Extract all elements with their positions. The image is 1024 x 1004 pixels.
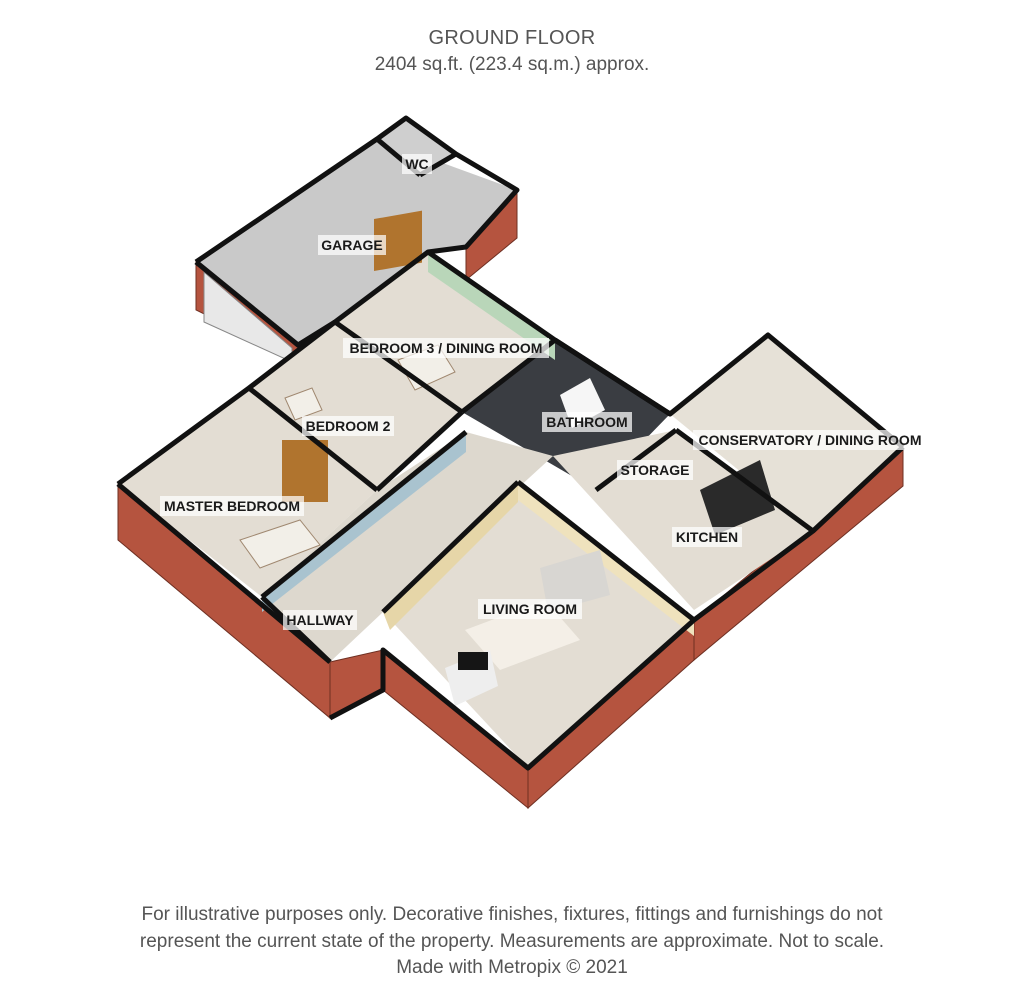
disclaimer-line-2: represent the current state of the property. Measurements are approximate. Not to scale. [139, 930, 885, 952]
floor-title: GROUND FLOOR [428, 27, 596, 49]
disclaimer-line-1: For illustrative purposes only. Decorative finishes, fixtures, fittings and furnishings do not [141, 904, 883, 925]
svg-text:BEDROOM 2: BEDROOM 2 [305, 418, 391, 434]
bathroom-label [542, 412, 632, 432]
bedroom3-label [343, 338, 549, 358]
svg-text:BATHROOM: BATHROOM [546, 414, 628, 430]
disclaimer [0, 902, 1024, 982]
svg-text:BEDROOM 3 / DINING ROOM: BEDROOM 3 / DINING ROOM [349, 340, 543, 356]
copyright: Made with Metropix © 2021 [396, 957, 628, 978]
svg-text:WC: WC [405, 156, 429, 172]
svg-text:STORAGE: STORAGE [620, 462, 690, 478]
svg-text:LIVING ROOM: LIVING ROOM [482, 601, 578, 617]
svg-text:KITCHEN: KITCHEN [675, 529, 739, 545]
bedroom2-label [302, 416, 394, 436]
svg-text:HALLWAY: HALLWAY [286, 612, 354, 628]
master-bedroom-label [160, 496, 304, 516]
wc-label [402, 154, 432, 174]
svg-text:MASTER BEDROOM: MASTER BEDROOM [163, 498, 301, 514]
living-room-label [478, 599, 582, 619]
garage-label [318, 235, 386, 255]
hallway-label [283, 610, 357, 630]
svg-text:CONSERVATORY / DINING ROOM: CONSERVATORY / DINING ROOM [698, 432, 922, 448]
svg-text:GARAGE: GARAGE [321, 237, 383, 253]
storage-label [617, 460, 693, 480]
kitchen-label [672, 527, 742, 547]
floor-area: 2404 sq.ft. (223.4 sq.m.) approx. [374, 54, 650, 75]
conservatory-label [693, 430, 927, 450]
